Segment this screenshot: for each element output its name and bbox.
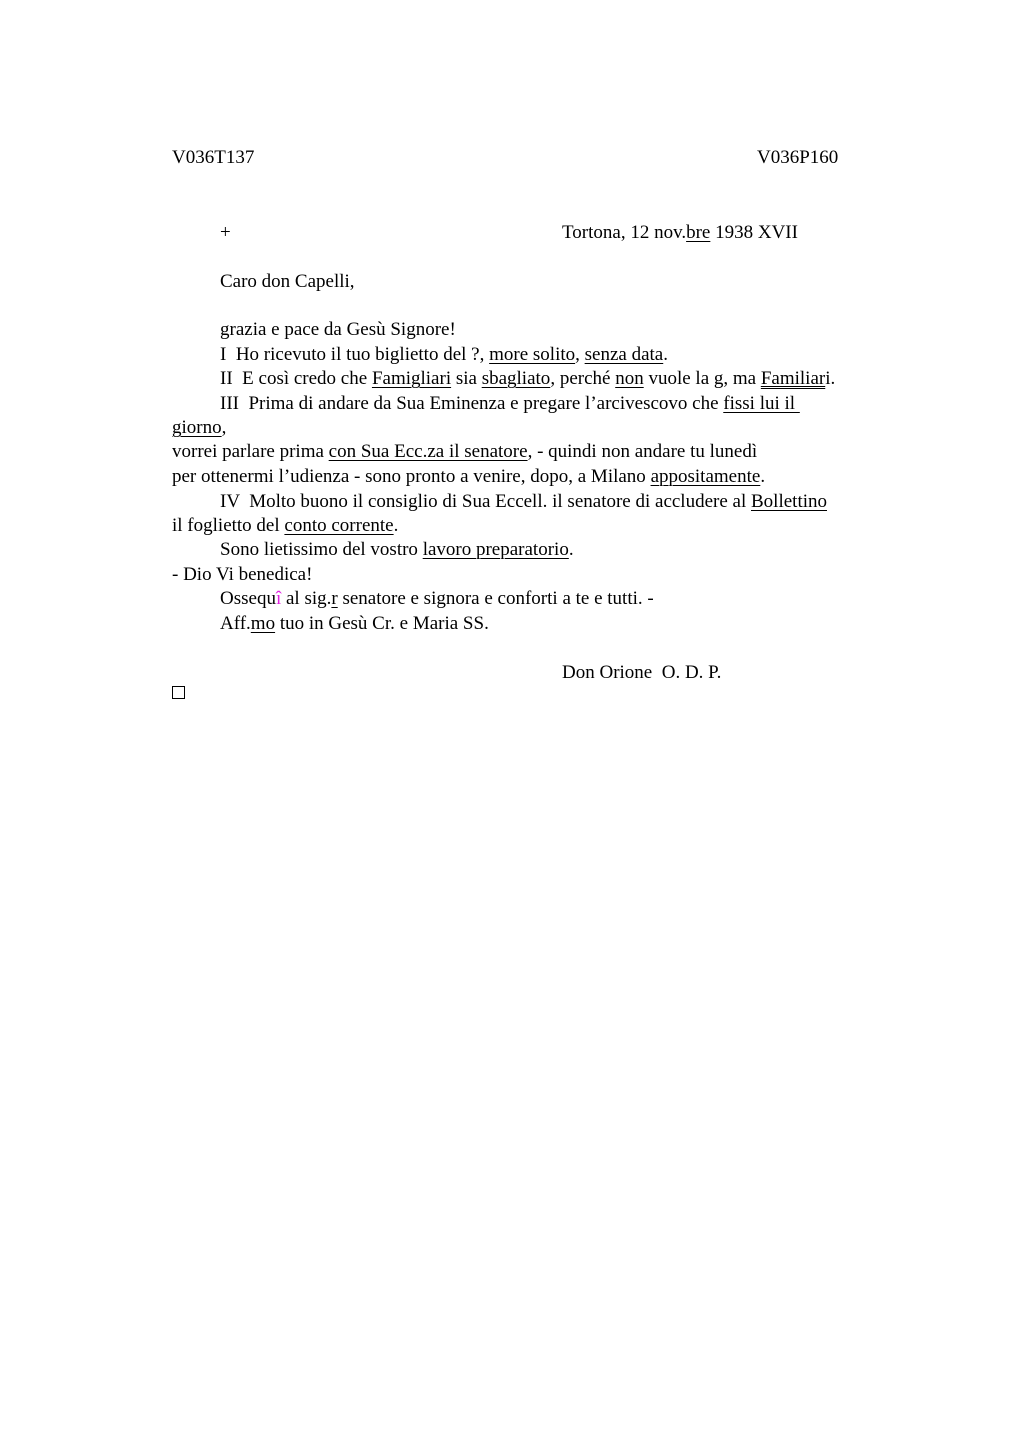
text: sia [451, 368, 482, 389]
text: Aff. [220, 613, 251, 634]
text: il foglietto del [172, 515, 285, 536]
underlined-text: non [615, 368, 644, 389]
paragraph-3-line-4 [172, 465, 765, 489]
underlined-text: giorno [172, 417, 222, 438]
paragraph-3-line-1 [220, 392, 800, 416]
highlighted-character: î [275, 588, 282, 609]
text: vorrei parlare prima [172, 441, 329, 462]
text: Sono lietissimo del vostro [220, 539, 423, 560]
text: IV Molto buono il consiglio di Sua Eccell. il senatore di accludere al [220, 491, 751, 512]
paragraph-1 [220, 343, 668, 367]
double-underlined-text: Familiar [760, 368, 826, 389]
text: vuole la g, ma [643, 368, 761, 389]
date-suffix: 1938 XVII [710, 222, 798, 243]
underlined-text: mo [250, 613, 276, 634]
paragraph-8 [220, 612, 489, 636]
paragraph-3-line-3 [172, 440, 757, 464]
text: tuo in Gesù Cr. e Maria SS. [275, 613, 489, 634]
underlined-text: con Sua Ecc.za il senatore [328, 441, 528, 462]
text: Ossequ [220, 588, 276, 609]
date-underlined: bre [686, 222, 711, 243]
text: al sig. [281, 588, 332, 609]
salutation: Caro don Capelli, [220, 271, 355, 292]
text: . [663, 344, 668, 365]
underlined-text: conto corrente [284, 515, 394, 536]
signature: Don Orione O. D. P. [562, 662, 722, 683]
underlined-text: fissi lui il [723, 393, 800, 414]
paragraph-2 [220, 367, 835, 391]
paragraph-5 [220, 538, 574, 562]
paragraph-6: - Dio Vi benedica! [172, 564, 313, 585]
underlined-text: lavoro preparatorio [422, 539, 569, 560]
text: , - quindi non andare tu lunedì [527, 441, 758, 462]
text: . [393, 515, 399, 536]
underlined-text: more solito [489, 344, 576, 365]
letter-date [562, 221, 798, 245]
end-box-symbol [172, 686, 185, 699]
underlined-text: sbagliato [481, 368, 551, 389]
text: senatore e signora e conforti a te e tutti. - [337, 588, 654, 609]
text: i. [825, 368, 836, 389]
underlined-text: senza data [584, 344, 664, 365]
text: , [575, 344, 585, 365]
underlined-text: r [331, 588, 338, 609]
text: I Ho ricevuto il tuo biglietto del ?, [220, 344, 490, 365]
text: , [221, 417, 227, 438]
underlined-text: appositamente [650, 466, 761, 487]
greeting: grazia e pace da Gesù Signore! [220, 319, 456, 340]
text: II E così credo che [220, 368, 372, 389]
underlined-text: Famigliari [371, 368, 452, 389]
header-left-code: V036T137 [172, 147, 255, 168]
underlined-text: Bollettino [751, 491, 827, 512]
paragraph-4-line-2 [172, 514, 398, 538]
text: per ottenermi l’udienza - sono pronto a venire, dopo, a Milano [172, 466, 651, 487]
header-right-code: V036P160 [757, 147, 839, 168]
paragraph-3-line-2 [172, 416, 226, 440]
cross-symbol: + [220, 222, 231, 243]
text: . [760, 466, 766, 487]
text: , perché [550, 368, 616, 389]
paragraph-7 [220, 587, 654, 611]
date-prefix: Tortona, 12 nov. [562, 222, 687, 243]
text: III Prima di andare da Sua Eminenza e pregare l’arcivescovo che [220, 393, 724, 414]
paragraph-4-line-1 [220, 490, 827, 514]
text: . [568, 539, 574, 560]
